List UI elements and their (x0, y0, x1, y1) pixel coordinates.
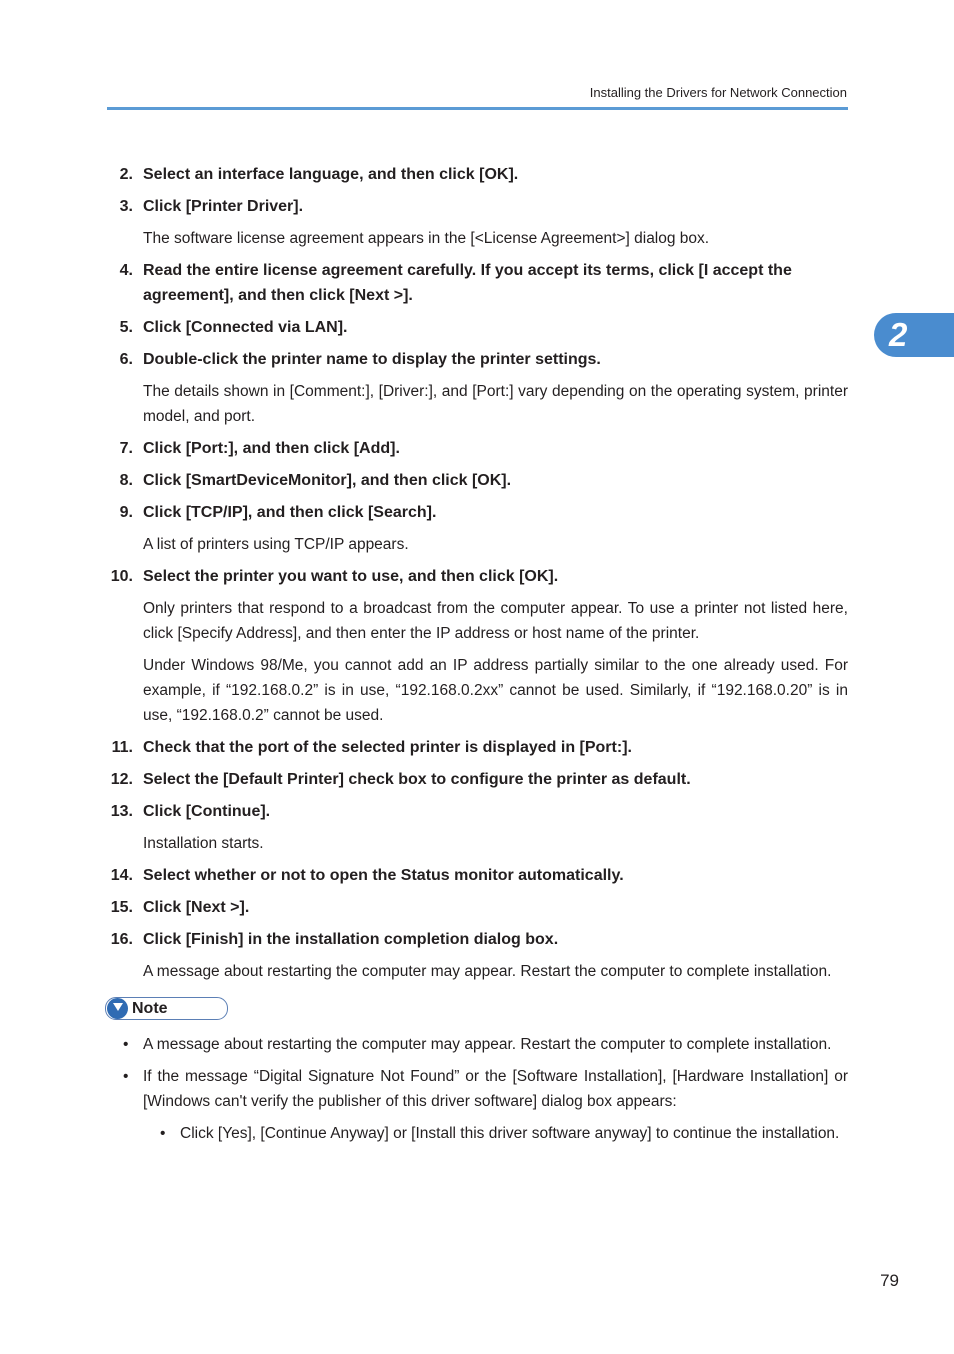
step-text: Click [Next >]. (143, 899, 250, 916)
step-description: Installation starts. (143, 835, 264, 852)
step-text: Click [Printer Driver]. (143, 198, 304, 215)
chapter-number: 2 (889, 316, 908, 353)
step-text: Click [Port:], and then click [Add]. (143, 440, 400, 457)
note-bullet: • If the message “Digital Signature Not Found” or the [Software Installation], [Hardware Installation] or [Windows can't verify the publisher of this driver software] dialog box appears: (107, 1064, 848, 1114)
step-number: 4. (119, 262, 133, 279)
note-badge (105, 997, 228, 1020)
step-description: The details shown in [Comment:], [Driver:], and [Port:] vary depending on the operating system, printer model, and port. (143, 383, 848, 425)
step-text: Click [Connected via LAN]. (143, 319, 348, 336)
step-number: 2. (119, 166, 133, 183)
step-text: Select whether or not to open the Status monitor automatically. (143, 867, 624, 884)
note-sub-bullet: • Click [Yes], [Continue Anyway] or [Install this driver software anyway] to continue the installation. (107, 1121, 848, 1146)
step-text: Double-click the printer name to display the printer settings. (143, 351, 601, 368)
step-number: 11. (111, 739, 133, 756)
header-rule (107, 107, 848, 110)
step-number: 6. (119, 351, 133, 368)
step-12 (107, 767, 848, 792)
step-description: A list of printers using TCP/IP appears. (143, 536, 409, 553)
step-3 (107, 194, 848, 219)
step-5 (107, 315, 848, 340)
step-number: 14. (110, 867, 133, 884)
step-description: A message about restarting the computer may appear. Restart the computer to complete installation. (143, 963, 832, 980)
step-text: Select an interface language, and then click [OK]. (143, 166, 519, 183)
step-number: 7. (119, 440, 133, 457)
step-number: 16. (110, 931, 133, 948)
step-text: Click [Finish] in the installation completion dialog box. (143, 931, 559, 948)
note-bullet: • A message about restarting the computer may appear. Restart the computer to complete installation. (107, 1032, 848, 1057)
step-9 (107, 500, 848, 525)
step-number: 12. (110, 771, 133, 788)
running-header: Installing the Drivers for Network Connection (589, 85, 847, 100)
step-13 (107, 799, 848, 824)
step-description: Only printers that respond to a broadcast from the computer appear. To use a printer not listed here, click [Specify Address], and then enter the IP address or host name of the printer. (143, 600, 848, 642)
page-number: 79 (880, 1271, 899, 1290)
step-10 (107, 564, 848, 589)
step-text: Click [TCP/IP], and then click [Search]. (143, 504, 437, 521)
step-text: Click [SmartDeviceMonitor], and then click [OK]. (143, 472, 512, 489)
step-number: 15. (110, 899, 133, 916)
step-description: Under Windows 98/Me, you cannot add an IP address partially similar to the one already used. For example, if “192.168.0.2” is in use, “192.168.0.2xx” cannot be used. Similarly, if “192.168.0.20” is in use, “192.168.0.2” cannot be used. (143, 657, 848, 724)
step-16 (107, 927, 848, 952)
step-number: 13. (110, 803, 133, 820)
note-bullets (107, 1032, 848, 1153)
step-text: Check that the port of the selected printer is displayed in [Port:]. (143, 739, 632, 756)
note-label: Note (132, 1000, 168, 1017)
step-14 (107, 863, 848, 888)
step-text: Read the entire license agreement carefully. If you accept its terms, click [I accept the agreement], and then click [Next >]. (143, 262, 792, 304)
step-number: 9. (119, 504, 133, 521)
step-text: Select the printer you want to use, and then click [OK]. (143, 568, 559, 585)
step-7 (107, 436, 848, 461)
step-description: The software license agreement appears in the [<License Agreement>] dialog box. (143, 230, 710, 247)
step-8 (107, 468, 848, 493)
chapter-tab (874, 313, 954, 357)
step-number: 8. (119, 472, 133, 489)
step-4 (107, 258, 848, 308)
step-number: 10. (110, 568, 133, 585)
step-text: Select the [Default Printer] check box to configure the printer as default. (143, 771, 691, 788)
note-down-arrow-icon (107, 998, 128, 1019)
step-15 (107, 895, 848, 920)
step-11 (107, 735, 848, 760)
step-number: 3. (119, 198, 133, 215)
procedure-steps (107, 162, 848, 991)
step-text: Click [Continue]. (143, 803, 271, 820)
step-2 (107, 162, 848, 187)
step-6 (107, 347, 848, 372)
step-number: 5. (119, 319, 133, 336)
